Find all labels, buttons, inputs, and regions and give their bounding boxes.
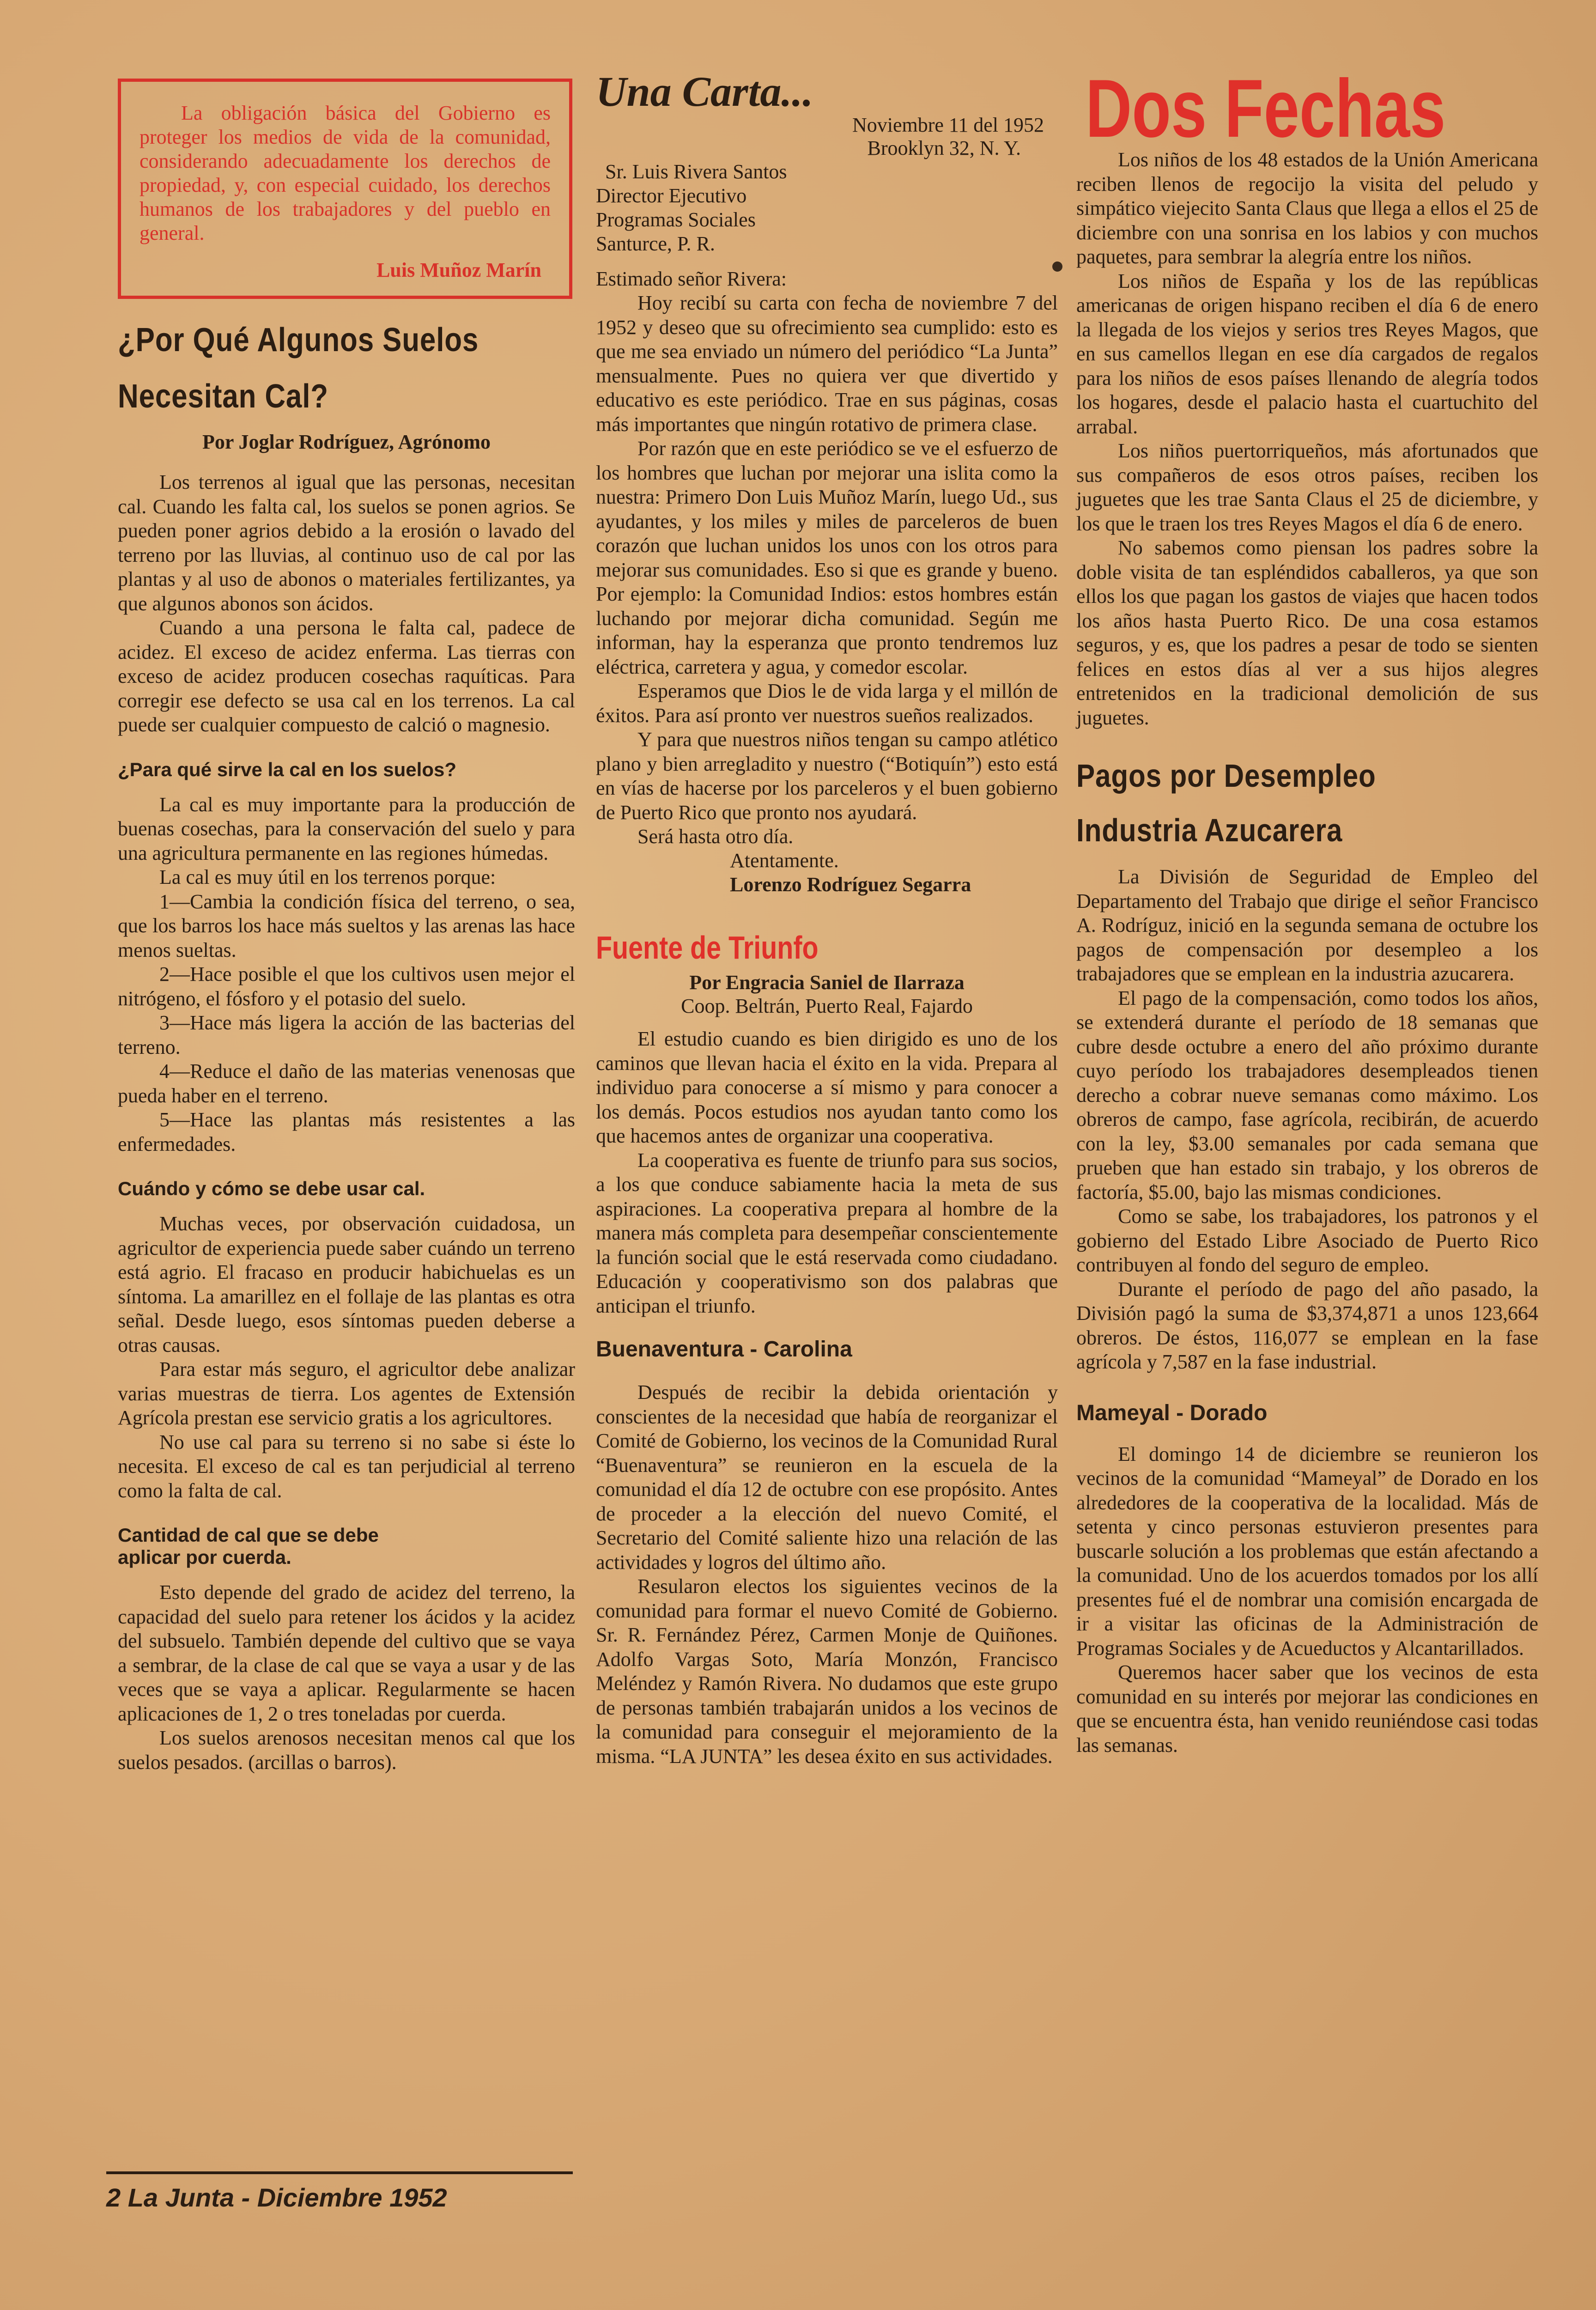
subheading: Cantidad de cal que se debe	[118, 1524, 379, 1546]
article-title-line1: ¿Por Qué Algunos Suelos	[118, 322, 479, 359]
paragraph: La cooperativa es fuente de triunfo para sus socios, a los que conduce sabiamente hacia la meta de sus aspiraciones. La cooperativa prepara al hombre de la manera más completa para desempeñar conscientemente la función social que le está reservada como ciudadano. Educación y cooperativismo son dos palabras que anticipan el triunfo.	[596, 1149, 1058, 1317]
subheading: aplicar por cuerda.	[118, 1546, 291, 1568]
fuente-title: Fuente de Triunfo	[596, 930, 819, 966]
mameyal-title: Mameyal - Dorado	[1076, 1400, 1268, 1425]
paragraph: Los niños de España y los de las repúblicas americanas de origen hispano reciben el día 6 de enero la llegada de los viejos y serios tres Reyes Magos, que en sus camellos llegan en ese día cargados de regalos para los niños de esos países llenando de alegría todos los hogares, desde el palacio hasta el cuartuchito del arrabal.	[1076, 269, 1538, 438]
letter-signature: Lorenzo Rodríguez Segarra	[730, 873, 971, 896]
list-item: 4—Reduce el daño de las materias venenosas que pueda haber en el terreno.	[118, 1060, 575, 1107]
paragraph: Hoy recibí su carta con fecha de noviembre 7 del 1952 y deseo que su ofrecimiento sea cumplido: esto es que me sea enviado un número del periódico “La Junta” mensualmente. Pues no quiera ver que divertido y educativo es este periódico. Trae en sus páginas, cosas más importantes que ningún rotativo de primera clase.	[596, 292, 1058, 436]
paragraph: El pago de la compensación, como todos los años, se extenderá durante el período de 18 semanas que cubre desde octubre a enero del año próximo durante cuyo período los trabajadores desempleados tienen derecho a cobrar nueve semanas como máximo. Los obreros de campo, fase agrícola, recibirán, de acuerdo con la ley, $3.00 semanales por cada semana que prueben que han estado sin trabajo, y los obreros de factoría, $5.00, bajo las mismas condiciones.	[1076, 986, 1538, 1204]
paragraph: Para estar más seguro, el agricultor debe analizar varias muestras de tierra. Los agentes de Extensión Agrícola prestan ese servicio gratis a los agricultores.	[118, 1358, 575, 1429]
paragraph: El estudio cuando es bien dirigido es uno de los caminos que llevan hacia el éxito en la vida. Prepara al individuo para conocerse a sí mismo y para conocer a los demás. Pocos estudios nos ayudan tanto como los que hacemos antes de organizar una cooperativa.	[596, 1027, 1058, 1147]
letter-closing: Atentamente.	[730, 849, 839, 872]
paragraph: No use cal para su terreno si no sabe si éste lo necesita. El exceso de cal es tan perjudicial al terreno como la falta de cal.	[118, 1430, 575, 1502]
letter-date: Noviembre 11 del 1952	[852, 114, 1044, 136]
fuente-byline: Coop. Beltrán, Puerto Real, Fajardo	[681, 995, 973, 1017]
paragraph: La cal es muy útil en los terrenos porque:	[159, 866, 496, 888]
paragraph: Queremos hacer saber que los vecinos de esta comunidad en su interés por mejorar las condiciones en que se encuentra ésta, han venido reuniéndose casi todas las semanas.	[1076, 1661, 1538, 1757]
paragraph: Por razón que en este periódico se ve el esfuerzo de los hombres que luchan por mejorar una islita como la nuestra: Primero Don Luis Muñoz Marín, luego Ud., sus ayudantes, y los miles y miles de parceleros de buen corazón que luchan unidos los unos con los otros para mejorar sus comunidades. Eso si que es grande y bueno. Por ejemplo: la Comunidad Indios: estos hombres están luchando por mejorar dicha comunidad. Según me informan, hay la esperanza que pronto tendremos luz eléctrica, carretera y agua, y comedor escolar.	[596, 437, 1058, 678]
list-item: 3—Hace más ligera la acción de las bacterias del terreno.	[118, 1011, 575, 1058]
paragraph: Esto depende del grado de acidez del terreno, la capacidad del suelo para retener los ácidos y la acidez del subsuelo. También depende del cultivo que se vaya a sembrar, de la clase de cal que se vaya a usar y de las veces que se vaya a aplicar. Regularmente se hacen aplicaciones de 1, 2 o tres toneladas por cuerda.	[118, 1581, 575, 1725]
quote-author: Luis Muñoz Marín	[376, 259, 541, 281]
article-title-line2: Necesitan Cal?	[118, 378, 328, 415]
article-cal	[118, 312, 575, 1775]
paragraph: Cuando a una persona le falta cal, padece de acidez. El exceso de acidez enferma. Las tierras con exceso de acidez producen cosechas raquíticas. Para corregir ese defecto se usa cal en los terrenos. La cal puede ser cualquier compuesto de calció o magnesio.	[118, 616, 575, 736]
letter-closing: Será hasta otro día.	[637, 825, 794, 848]
paragraph: Muchas veces, por observación cuidadosa, un agricultor de experiencia puede saber cuándo un terreno está agrio. El fracaso en producir habichuelas es un síntoma. La amarillez en el follaje de las plantas es otra señal. Desde luego, esos síntomas pueden deberse a otras causas.	[118, 1212, 575, 1356]
letter-address-line: Sr. Luis Rivera Santos	[605, 160, 787, 183]
paragraph: Los niños puertorriqueños, más afortunados que sus compañeros de esos otros países, reciben los juguetes que les trae Santa Claus el 25 de diciembre, y los que le traen los tres Reyes Magos el día 6 de enero.	[1076, 439, 1538, 535]
quote-text: La obligación básica del Gobierno es proteger los medios de vida de la comunidad, considerando adecuadamente los derechos de propiedad, y, con especial cuidado, los derechos humanos de los trabajadores y del pueblo en general.	[140, 102, 551, 244]
quote-box	[118, 79, 572, 299]
pagos-title-line1: Pagos por Desempleo	[1076, 758, 1376, 794]
paragraph: Como se sabe, los trabajadores, los patronos y el gobierno del Estado Libre Asociado de Puerto Rico contribuyen al fondo del seguro de empleo.	[1076, 1205, 1538, 1276]
article-byline: Por Joglar Rodríguez, Agrónomo	[202, 431, 491, 453]
letter-address-line: Programas Sociales	[596, 208, 756, 231]
paragraph: La División de Seguridad de Empleo del Departamento del Trabajo que dirige el señor Francisco A. Rodríguz, inició en la segunda semana de octubre los pagos de compensación por desempleo a los trabajadores que se emplean en la industria azucarera.	[1076, 865, 1538, 985]
pagos-title-line2: Industria Azucarera	[1076, 812, 1343, 848]
list-item: 2—Hace posible el que los cultivos usen mejor el nitrógeno, el fósforo y el potasio del suelo.	[118, 963, 575, 1010]
paragraph: Después de recibir la debida orientación y conscientes de la necesidad que había de reorganizar el Comité de Gobierno, los vecinos de la Comunidad Rural “Buenaventura” se reunieron en la escuela de la comunidad el día 12 de octubre con ese propósito. Antes de proceder a la elección del nuevo Comité, el Secretario del Comité saliente hizo una relación de las actividades y logros del último año.	[596, 1381, 1058, 1574]
paragraph: No sabemos como piensan los padres sobre la doble visita de tan espléndidos caballeros, ya que son ellos los que pagan los gastos de viajes que hacen todos los años hasta Puerto Rico. De una cosa estamos seguros, y es, que los padres a pesar de todo se sienten felices en estos días al ver a sus hijos alegres entretenidos en la tradicional demolición de sus juguetes.	[1076, 536, 1538, 729]
letter-place: Brooklyn 32, N. Y.	[867, 137, 1021, 159]
letter-address-line: Director Ejecutivo	[596, 184, 747, 207]
letter-salutation: Estimado señor Rivera:	[596, 267, 787, 290]
list-item: 1—Cambia la condición física del terreno, o sea, que los barros los hace más sueltos y las arenas las hace menos sueltas.	[118, 890, 575, 961]
ink-dot	[1052, 261, 1062, 272]
dos-fechas-title: Dos Fechas	[1086, 62, 1446, 154]
letter-title: Una Carta...	[596, 68, 813, 115]
paragraph: Resularon electos los siguientes vecinos de la comunidad para formar el nuevo Comité de Gobierno. Sr. R. Fernández Pérez, Carmen Monje de Quiñones. Adolfo Vargas Soto, María Monzón, Francisco Meléndez y Ramón Rivera. No dudamos que este grupo de personas también trabajarán unidos a los vecinos de la comunidad para conseguir el mejoramiento de la misma. “LA JUNTA” les desea éxito en sus actividades.	[596, 1575, 1058, 1768]
fuente-byline: Por Engracia Saniel de Ilarraza	[689, 971, 965, 994]
buenaventura-title: Buenaventura - Carolina	[596, 1337, 852, 1362]
subheading: ¿Para qué sirve la cal en los suelos?	[118, 758, 456, 780]
paragraph: Los suelos arenosos necesitan menos cal que los suelos pesados. (arcillas o barros).	[118, 1726, 575, 1774]
paragraph: Y para que nuestros niños tengan su campo atlético plano y bien arregladito y nuestro (“Botiquín”) esto está en vías de hacerse por los parceleros y el buen gobierno de Puerto Rico que pronto nos ayudará.	[596, 728, 1058, 824]
paragraph: Los terrenos al igual que las personas, necesitan cal. Cuando les falta cal, los suelos se ponen agrios. Se pueden poner agrios debido a la erosión o lavado del terreno por las lluvias, al continuo uso de cal por las plantas y al uso de abonos o materiales fertilizantes, ya que algunos abonos son ácidos.	[118, 471, 575, 615]
paragraph: Durante el período de pago del año pasado, la División pagó la suma de $3,374,871 a unos 123,664 obreros. De éstos, 116,077 se emplean en la fase agrícola y 7,587 en la fase industrial.	[1076, 1277, 1538, 1373]
column-middle	[596, 69, 1058, 1769]
paragraph: Los niños de los 48 estados de la Unión Americana reciben llenos de regocijo la visita del peludo y simpático viejecito Santa Claus que llega a ellos el 25 de diciembre con una sonrisa en los labios y con muchos paquetes, para sembrar la alegría entre los niños.	[1076, 148, 1538, 268]
letter-address-line: Santurce, P. R.	[596, 232, 715, 255]
paragraph: Esperamos que Dios le de vida larga y el millón de éxitos. Para así pronto ver nuestros sueños realizados.	[596, 680, 1058, 727]
page-footer: 2 La Junta - Diciembre 1952	[106, 2171, 573, 2213]
column-left	[118, 69, 575, 1775]
subheading: Cuándo y cómo se debe usar cal.	[118, 1178, 425, 1199]
paragraph: El domingo 14 de diciembre se reunieron los vecinos de la comunidad “Mameyal” de Dorado en los alrededores de la cooperativa de la localidad. Más de setenta y cinco personas estuvieron presentes para buscarle solución a los problemas que están afectando a la comunidad. Uno de los acuerdos tomados por los allí presentes fué el de nombrar una comisión encargada de ir a visitar las oficinas de la Administración de Programas Sociales y de Acueductos y Alcantarillados.	[1076, 1442, 1538, 1660]
pagos-article	[1076, 748, 1538, 1374]
paragraph: La cal es muy importante para la producción de buenas cosechas, para la conservación del suelo y para una agricultura permanente en las regiones húmedas.	[118, 793, 575, 864]
list-item: 5—Hace las plantas más resistentes a las enfermedades.	[118, 1108, 575, 1155]
column-right	[1076, 62, 1538, 1757]
